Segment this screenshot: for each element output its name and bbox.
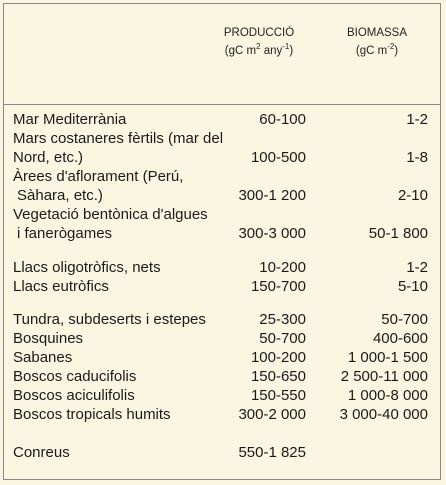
- row-biomassa: 50-700: [381, 311, 428, 328]
- row-produccio: 100-200: [250, 349, 306, 366]
- table-row: [4, 443, 440, 462]
- row-produccio: 550-1 825: [238, 444, 306, 461]
- row-label: Sàhara, etc.): [17, 187, 103, 204]
- row-label: Boscos caducifolis: [13, 368, 137, 385]
- produccio-unit: (gC $m^2$ any$^{-1}$): [224, 42, 294, 57]
- row-label: Boscos aciculifolis: [13, 387, 135, 404]
- row-produccio: 300-3 000: [238, 225, 306, 242]
- row-biomassa: 1-2: [406, 111, 428, 128]
- biomassa-column-header: [322, 24, 432, 60]
- row-produccio: 300-1 200: [238, 187, 306, 204]
- row-produccio: 60-100: [259, 111, 306, 128]
- row-biomassa: 1 000-8 000: [347, 387, 428, 404]
- table-row: [4, 329, 440, 348]
- table-row: [4, 277, 440, 296]
- table-row: [4, 110, 440, 129]
- row-biomassa: 1-8: [406, 149, 428, 166]
- row-produccio: 25-300: [259, 311, 306, 328]
- produccio-title: PRODUCCIÓ: [223, 27, 295, 39]
- row-label: Llacs oligotròfics, nets: [13, 259, 161, 276]
- table-row: [4, 258, 440, 277]
- table-row: [4, 310, 440, 329]
- header-divider: [4, 104, 440, 105]
- row-label: Mar Mediterrània: [13, 111, 127, 128]
- row-biomassa: 5-10: [397, 278, 428, 295]
- row-label: Sabanes: [13, 349, 73, 366]
- row-produccio: 150-550: [250, 387, 306, 404]
- produccio-column-header: [194, 24, 324, 60]
- table-row: [4, 148, 440, 167]
- biomassa-title: BIOMASSA: [346, 27, 408, 39]
- table-row: [4, 129, 440, 148]
- row-produccio: 10-200: [259, 259, 306, 276]
- table-row: [4, 367, 440, 386]
- row-produccio: 100-500: [250, 149, 306, 166]
- table-row: [4, 167, 440, 186]
- table-row: [4, 224, 440, 243]
- table-row: [4, 405, 440, 424]
- row-biomassa: 1 000-1 500: [347, 349, 428, 366]
- row-label: Llacs eutròfics: [13, 278, 109, 295]
- data-table: [3, 3, 441, 480]
- row-biomassa: 2-10: [397, 187, 428, 204]
- row-biomassa: 2 500-11 000: [340, 368, 428, 385]
- row-label: Mars costaneres fèrtils (mar del: [13, 130, 224, 147]
- biomassa-unit: (gC $m^{-2}$): [355, 42, 399, 57]
- table-header: [4, 4, 440, 100]
- row-label: Tundra, subdeserts i estepes: [13, 311, 206, 328]
- row-label: Conreus: [13, 444, 70, 461]
- row-produccio: 150-650: [250, 368, 306, 385]
- row-label: i fanerògames: [17, 225, 113, 242]
- table-row: [4, 348, 440, 367]
- row-produccio: 300-2 000: [238, 406, 306, 423]
- row-label: Nord, etc.): [13, 149, 84, 166]
- table-row: [4, 186, 440, 205]
- row-label: Àrees d'aflorament (Perú,: [13, 168, 184, 185]
- row-biomassa: 400-600: [372, 330, 428, 347]
- row-label: Vegetació bentònica d'algues: [13, 206, 208, 223]
- row-produccio: 150-700: [250, 278, 306, 295]
- row-produccio: 50-700: [259, 330, 306, 347]
- table-row: [4, 386, 440, 405]
- row-label: Boscos tropicals humits: [13, 406, 171, 423]
- table-row: [4, 205, 440, 224]
- row-biomassa: 1-2: [406, 259, 428, 276]
- row-label: Bosquines: [13, 330, 84, 347]
- row-biomassa: 3 000-40 000: [339, 406, 428, 423]
- row-biomassa: 50-1 800: [368, 225, 428, 242]
